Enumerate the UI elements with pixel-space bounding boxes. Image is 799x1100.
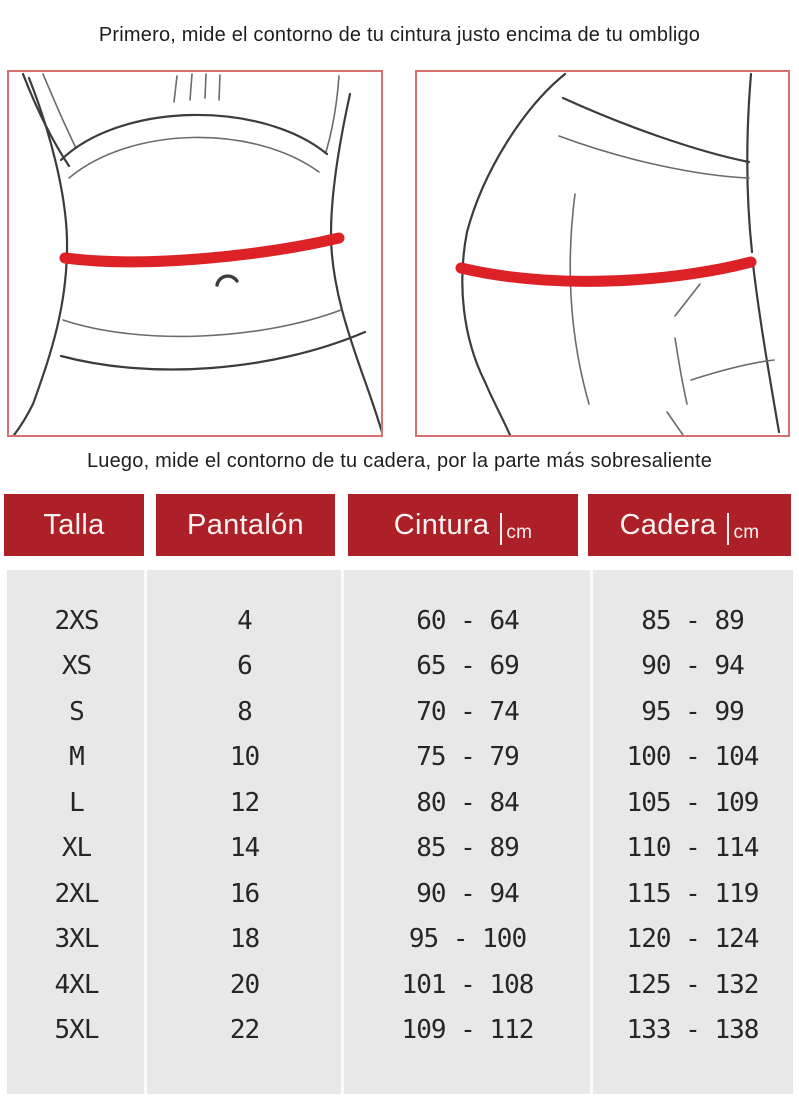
table-cell: 125 - 132 — [626, 969, 759, 1000]
side-hip-sketch — [417, 72, 788, 435]
column-header-cadera — [588, 494, 791, 556]
table-cell: 75 - 79 — [416, 742, 519, 773]
header-label: Cintura — [393, 508, 490, 541]
table-cell: 85 - 89 — [416, 833, 519, 864]
column-header-cintura — [348, 494, 578, 556]
table-cell: 65 - 69 — [416, 651, 519, 682]
table-cell: 70 - 74 — [416, 696, 519, 727]
front-waist-illustration — [7, 70, 383, 437]
size-table-body — [7, 570, 793, 1094]
column-separator — [590, 570, 593, 1094]
front-torso-sketch — [9, 72, 381, 435]
table-cell: 20 — [229, 969, 260, 1000]
waist-instruction-text: Primero, mide el contorno de tu cintura justo encima de tu ombligo — [98, 24, 701, 46]
table-cell: 109 - 112 — [401, 1015, 534, 1046]
table-cell: 14 — [229, 833, 260, 864]
table-cell: 95 - 100 — [408, 924, 527, 955]
table-cell: 6 — [237, 651, 252, 682]
table-cell: 2XL — [54, 878, 99, 909]
table-cell: 12 — [229, 787, 260, 818]
table-cell: L — [69, 787, 84, 818]
table-cell: 5XL — [54, 1015, 99, 1046]
hip-instruction-text: Luego, mide el contorno de tu cadera, por la parte más sobresaliente — [86, 450, 713, 472]
column-header-pantalon — [156, 494, 335, 556]
unit-divider-bar — [727, 513, 729, 545]
table-cell: 22 — [229, 1015, 260, 1046]
table-cell: 4XL — [54, 969, 99, 1000]
table-cell: 10 — [229, 742, 260, 773]
table-cell: 101 - 108 — [401, 969, 534, 1000]
table-cell: 110 - 114 — [626, 833, 759, 864]
table-cell: 133 - 138 — [626, 1015, 759, 1046]
unit-label: cm — [506, 522, 533, 543]
column-header-talla — [4, 494, 144, 556]
header-label: Talla — [43, 508, 105, 541]
table-cell: 90 - 94 — [416, 878, 519, 909]
unit-divider-bar — [500, 513, 502, 545]
table-cell: 18 — [229, 924, 260, 955]
table-cell: 2XS — [54, 605, 99, 636]
table-cell: 95 - 99 — [641, 696, 744, 727]
table-cell: 16 — [229, 878, 260, 909]
table-cell: S — [69, 696, 84, 727]
table-cell: 85 - 89 — [641, 605, 744, 636]
table-cell: 120 - 124 — [626, 924, 759, 955]
table-cell: XL — [61, 833, 92, 864]
navel-mark — [217, 276, 237, 285]
table-cell: 3XL — [54, 924, 99, 955]
column-separator — [341, 570, 344, 1094]
table-cell: 60 - 64 — [416, 605, 519, 636]
table-cell: M — [69, 742, 84, 773]
table-cell: 105 - 109 — [626, 787, 759, 818]
header-label: Pantalón — [187, 508, 304, 541]
table-cell: 90 - 94 — [641, 651, 744, 682]
waist-measure-line — [65, 238, 339, 262]
hip-measurement-illustration — [415, 70, 790, 437]
table-cell: 115 - 119 — [626, 878, 759, 909]
table-cell: 80 - 84 — [416, 787, 519, 818]
column-separator — [144, 570, 147, 1094]
header-label: Cadera — [619, 508, 717, 541]
table-cell: 100 - 104 — [626, 742, 759, 773]
table-cell: 4 — [237, 605, 252, 636]
hip-measure-line — [461, 262, 751, 281]
unit-label: cm — [733, 522, 760, 543]
table-cell: XS — [61, 651, 92, 682]
table-cell: 8 — [237, 696, 252, 727]
